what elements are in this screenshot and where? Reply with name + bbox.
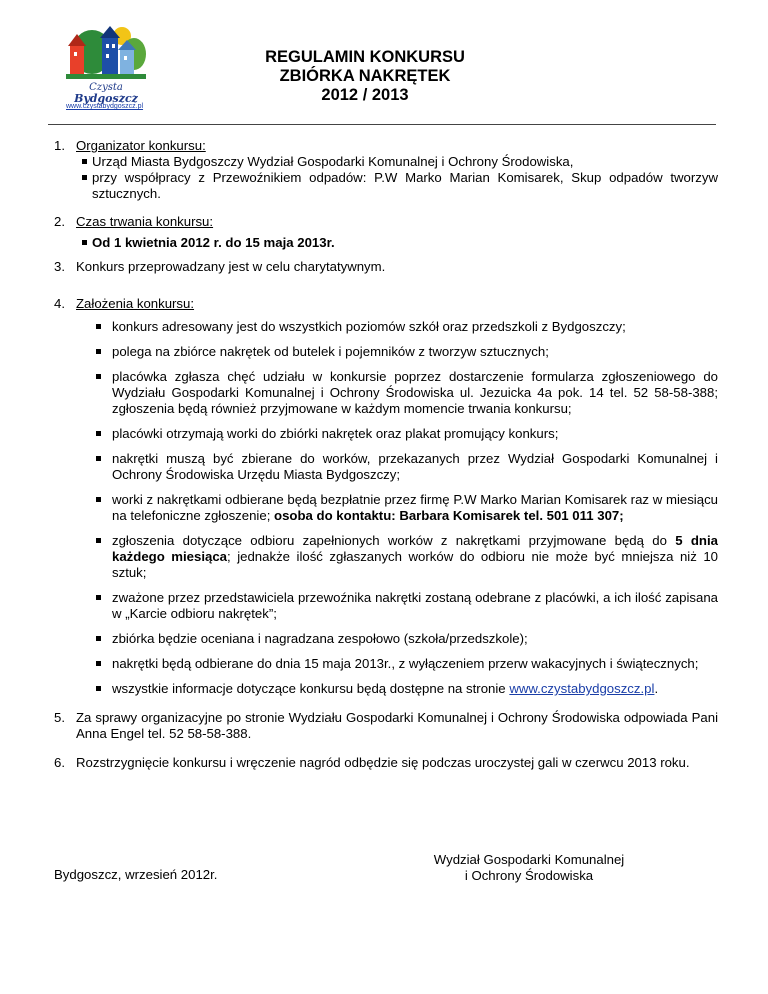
document-title <box>240 48 490 105</box>
bullet-list <box>76 154 718 202</box>
section-text: Za sprawy organizacyjne po stronie Wydziału Gospodarki Komunalnej i Ochrony Środowiska odpowiada Pani Anna Engel tel. 52 58-58-388. <box>76 710 718 741</box>
city-logo-graphic <box>62 16 152 116</box>
list-item: nakrętki muszą być zbierane do worków, przekazanych przez Wydział Gospodarki Komunalnej i Ochrony Środowiska Urzędu Miasta Bydgoszczy; <box>76 451 718 483</box>
website-link[interactable]: www.czystabydgoszcz.pl <box>509 681 655 696</box>
bullet-icon <box>96 431 101 436</box>
section-text: Konkurs przeprowadzany jest w celu charytatywnym. <box>76 259 386 274</box>
title-line-1: REGULAMIN KONKURSU <box>265 48 465 66</box>
list-item: zważone przez przedstawiciela przewoźnika nakrętki zostaną odebrane z placówki, a ich ilość zapisana w „Karcie odbioru nakrętek”; <box>76 590 718 622</box>
section-heading: Założenia konkursu: <box>76 296 195 311</box>
document-header <box>0 0 768 128</box>
section-results <box>54 755 718 771</box>
section-number: 5. <box>54 710 65 725</box>
list-item: zbiórka będzie oceniana i nagradzana zespołowo (szkoła/przedszkole); <box>76 631 718 647</box>
logo-text-2: Bydgoszcz <box>74 92 138 105</box>
bullet-icon <box>96 374 101 379</box>
bullet-icon <box>96 456 101 461</box>
bullet-list <box>76 235 718 251</box>
bullet-icon <box>96 538 101 543</box>
logo-url-link[interactable]: www.czystabydgoszcz.pl <box>66 103 144 110</box>
bullet-icon <box>96 636 101 641</box>
section-number: 3. <box>54 259 65 274</box>
list-item: placówki otrzymają worki do zbiórki nakrętek oraz plakat promujący konkurs; <box>76 426 718 442</box>
list-item: worki z nakrętkami odbierane będą bezpłatnie przez firmę P.W Marko Marian Komisarek raz w miesiącu na telefoniczne zgłoszenie; osoba do kontaktu: Barbara Komisarek tel. 501 011 307; <box>76 492 718 524</box>
list-item: polega na zbiórce nakrętek od butelek i pojemników z tworzyw sztucznych; <box>76 344 718 360</box>
regulations-body <box>54 138 718 771</box>
bullet-icon <box>96 595 101 600</box>
list-item: przy współpracy z Przewoźnikiem odpadów: P.W Marko Marian Komisarek, Skup odpadów tworzyw sztucznych. <box>76 170 718 202</box>
list-item: wszystkie informacje dotyczące konkursu będą dostępne na stronie www.czystabydgoszcz.pl. <box>76 681 718 697</box>
section-number: 6. <box>54 755 65 770</box>
city-logo <box>62 16 152 116</box>
section-organizer <box>54 138 718 202</box>
bullet-list <box>76 319 718 697</box>
bullet-icon <box>96 661 101 666</box>
section-duration <box>54 214 718 251</box>
section-heading: Czas trwania konkursu: <box>76 214 214 229</box>
list-item: zgłoszenia dotyczące odbioru zapełnionych worków z nakrętkami przyjmowane będą do 5 dnia każdego miesiąca; jednakże ilość zgłaszanych worków do odbioru nie może być mniejsza niż 10 sztuk; <box>76 533 718 581</box>
bullet-icon <box>82 159 87 164</box>
bullet-icon <box>82 240 87 245</box>
section-number: 1. <box>54 138 65 153</box>
title-line-3: 2012 / 2013 <box>321 86 409 104</box>
bullet-icon <box>96 686 101 691</box>
title-line-2: ZBIÓRKA NAKRĘTEK <box>279 67 451 85</box>
header-divider <box>48 124 716 125</box>
signature-line-1: Wydział Gospodarki Komunalnej <box>433 852 625 867</box>
list-item: Od 1 kwietnia 2012 r. do 15 maja 2013r. <box>76 235 718 251</box>
logo-text-1: Czysta <box>89 82 123 93</box>
signature-block <box>415 852 643 884</box>
bullet-icon <box>96 324 101 329</box>
list-item: nakrętki będą odbierane do dnia 15 maja 2013r., z wyłączeniem przerw wakacyjnych i świątecznych; <box>76 656 718 672</box>
list-item: placówka zgłasza chęć udziału w konkursie poprzez dostarczenie formularza zgłoszeniowego do Wydziału Gospodarki Komunalnej i Ochrony Środowiska ul. Jezuicka 4a pok. 14 tel. 52 58-58-388; zgłoszenia będą również przyjmowane w każdym momencie trwania konkursu; <box>76 369 718 417</box>
section-number: 4. <box>54 296 65 311</box>
section-number: 2. <box>54 214 65 229</box>
section-text: Rozstrzygnięcie konkursu i wręczenie nagród odbędzie się podczas uroczystej gali w czerwcu 2013 roku. <box>76 755 690 770</box>
signature-line-2: i Ochrony Środowiska <box>464 868 594 883</box>
section-purpose <box>54 259 718 275</box>
place-date: Bydgoszcz, wrzesień 2012r. <box>54 867 218 882</box>
section-organization-contact <box>54 710 718 742</box>
bullet-icon <box>96 349 101 354</box>
bullet-icon <box>96 497 101 502</box>
list-item: konkurs adresowany jest do wszystkich poziomów szkół oraz przedszkoli z Bydgoszczy; <box>76 319 718 335</box>
list-item: Urząd Miasta Bydgoszczy Wydział Gospodarki Komunalnej i Ochrony Środowiska, <box>76 154 718 170</box>
section-heading: Organizator konkursu: <box>76 138 206 153</box>
section-assumptions <box>54 296 718 697</box>
bullet-icon <box>82 175 87 180</box>
